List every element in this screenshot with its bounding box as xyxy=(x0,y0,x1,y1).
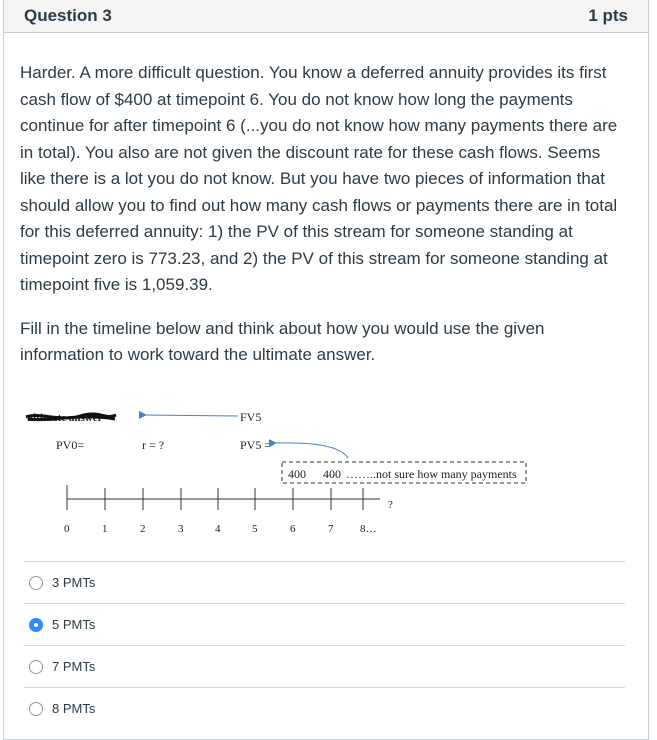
question-title: Question 3 xyxy=(24,5,112,25)
timepoint-label: 8… xyxy=(360,523,377,535)
answer-list xyxy=(24,561,625,729)
radio-button[interactable] xyxy=(29,618,43,632)
question-points: 1 pts xyxy=(588,5,628,25)
timepoint-label: 5 xyxy=(252,523,258,535)
timepoint-label: 0 xyxy=(64,523,70,535)
timepoint-label: 6 xyxy=(290,523,296,535)
arrow-fv5-to-answer xyxy=(146,415,238,416)
arrow-stream-to-pv5 xyxy=(276,443,348,458)
timeline-diagram xyxy=(20,400,640,550)
answer-label: 7 PMTs xyxy=(52,659,96,674)
answer-option[interactable] xyxy=(24,561,625,603)
fv5-label: FV5 xyxy=(240,410,262,424)
timepoint-label: 4 xyxy=(215,523,221,535)
scribbled-label xyxy=(26,412,116,424)
question-paragraph: Harder. A more difficult question. You know a deferred annuity provides its first cash flow of $400 at timepoint 6. You do not know how long the payments continue for after timepoint 6 (...you do not know how many payments there are in total). You also are not given the discount rate for these cash flows. Seems like there is a lot you do not know. But you have two pieces of information that should allow you to find out how many cash flows or payments there are in total for this deferred annuity: 1) the PV of this stream for someone standing at timepoint zero is 773.23, and 2) the PV of this stream for someone standing at timepoint five is 1,059.39. xyxy=(20,63,618,294)
pv0-label: PV0= xyxy=(56,438,85,452)
answer-label: 5 PMTs xyxy=(52,617,96,632)
pv5-label: PV5 = xyxy=(240,438,272,452)
question-text xyxy=(20,60,620,386)
answer-option[interactable] xyxy=(24,687,625,729)
svg-text:ultimate answer: ultimate answer xyxy=(27,412,103,424)
radio-button[interactable] xyxy=(29,702,43,716)
timepoint-label: 3 xyxy=(178,523,184,535)
cash-flow-6: 400 xyxy=(288,467,306,481)
answer-label: 3 PMTs xyxy=(52,575,96,590)
payments-note: ……..not sure how many payments xyxy=(346,467,517,481)
timepoint-label: 7 xyxy=(328,523,334,535)
timepoint-label: 1 xyxy=(102,523,108,535)
question-header xyxy=(4,0,648,33)
timeline-end-marker: ? xyxy=(388,499,393,511)
timepoint-label: 2 xyxy=(140,523,146,535)
question-paragraph: Fill in the timeline below and think about how you would use the given information to work toward the ultimate answer. xyxy=(20,318,545,364)
answer-label: 8 PMTs xyxy=(52,701,96,716)
cash-flow-7: 400 xyxy=(323,467,341,481)
radio-button[interactable] xyxy=(29,576,43,590)
radio-button[interactable] xyxy=(29,660,43,674)
answer-option[interactable] xyxy=(24,645,625,687)
answer-option[interactable] xyxy=(24,603,625,645)
rate-label: r = ? xyxy=(142,438,165,452)
